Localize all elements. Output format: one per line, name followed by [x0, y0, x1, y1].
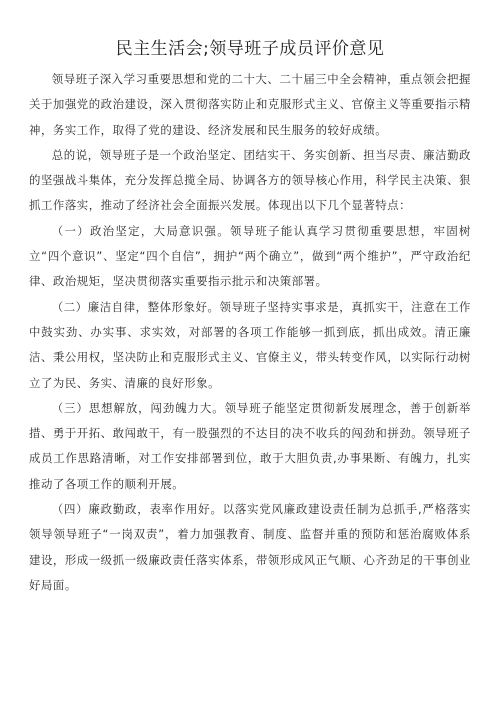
point-four-paragraph: （四）廉政勤政，表率作用好。以落实党风廉政建设责任制为总抓手,严格落实领导领导班子“一岗双责”，着力加强教育、制度、监督并重的预防和惩治腐败体系建设，形成一级抓一级廉政责任落实体系，带领形成风正气顺、心齐劲足的干事创业好局面。 — [29, 502, 471, 592]
summary-paragraph: 总的说，领导班子是一个政治坚定、团结实干、务实创新、担当尽责、廉洁勤政的坚强战斗集体，充分发挥总揽全局、协调各方的领导核心作用，科学民主决策、狠抓工作落实，推动了经济社会全面振兴发展。体现出以下几个显著特点： — [29, 147, 471, 213]
point-one-paragraph: （一）政治坚定，大局意识强。领导班子能认真学习贯彻重要思想，牢固树立“四个意识”、坚定“四个自信”，拥护“两个确立”，做到“两个维护”，严守政治纪律、政治规矩，坚决贯彻落实重要指示批示和决策部署。 — [29, 223, 471, 289]
point-three-paragraph: （三）思想解放，闯劲魄力大。领导班子能坚定贯彻新发展理念，善于创新举措、勇于开拓、敢闯敢干，有一股强烈的不达目的决不收兵的闯劲和拼劲。领导班子成员工作思路清晰，对工作安排部署到位，敢于大胆负责,办事果断、有魄力，扎实推动了各项工作的顺利开展。 — [29, 400, 471, 491]
document-title: 民主生活会;领导班子成员评价意见 — [115, 39, 385, 59]
intro-paragraph: 领导班子深入学习重要思想和党的二十大、二十届三中全会精神，重点领会把握关于加强党的政治建设，深入贯彻落实防止和克服形式主义、官僚主义等重要指示精神，务实工作，取得了党的建设、经济发展和民生服务的较好成绩。 — [29, 72, 471, 137]
point-two-paragraph: （二）廉洁自律，整体形象好。领导班子坚持实事求是，真抓实干，注意在工作中鼓实劲、办实事、求实效，对部署的各项工作能够一抓到底，抓出成效。清正廉洁、秉公用权，坚决防止和克服形式主义、官僚主义，带头转变作风，以实际行动树立了为民、务实、清廉的良好形象。 — [29, 299, 471, 390]
document-body — [29, 67, 471, 598]
